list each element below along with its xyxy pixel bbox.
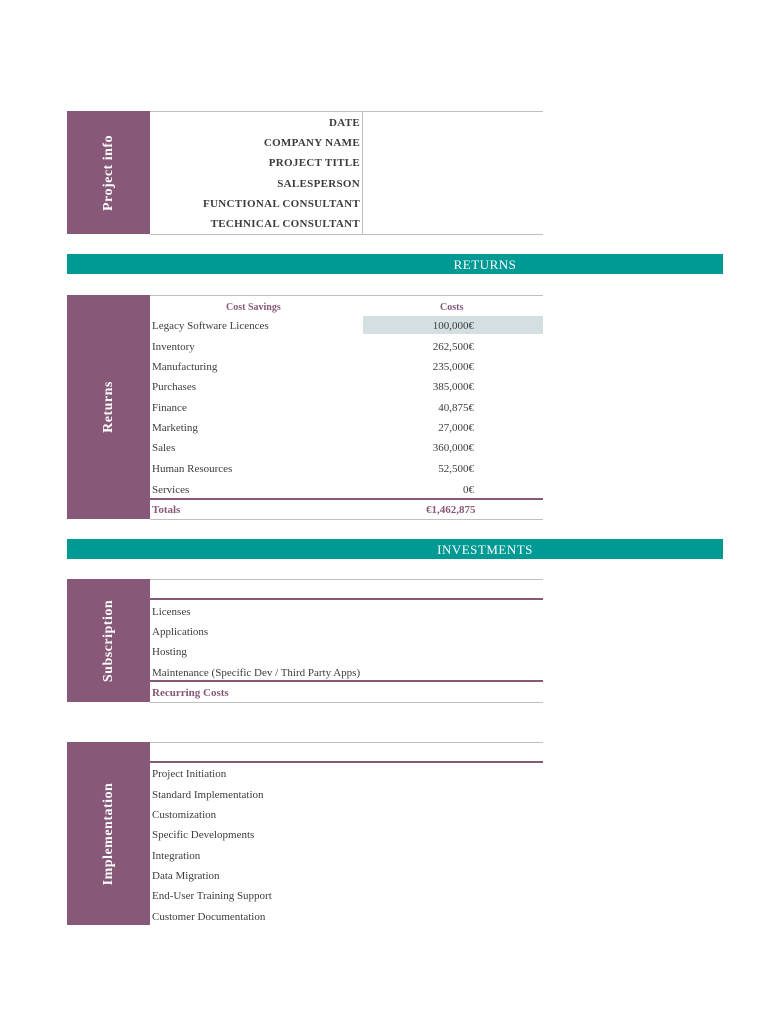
subscription-bottom-border — [150, 702, 543, 703]
field-date-value[interactable] — [364, 114, 542, 133]
field-functional-consultant-value[interactable] — [364, 195, 542, 214]
field-technical-consultant-label: TECHNICAL CONSULTANT — [210, 218, 360, 230]
implementation-row-label: Integration — [152, 850, 201, 862]
returns-band-label: RETURNS — [453, 257, 517, 272]
returns-row-label: Legacy Software Licences — [152, 320, 269, 332]
returns-row-value[interactable]: 360,000€ — [432, 442, 474, 454]
implementation-title: Implementation — [100, 782, 116, 885]
returns-row-label: Manufacturing — [152, 361, 218, 373]
returns-row-label: Human Resources — [152, 463, 233, 475]
subscription-top-border — [150, 579, 543, 580]
field-salesperson-label: SALESPERSON — [277, 178, 360, 190]
returns-row-value[interactable]: 262,500€ — [432, 341, 474, 353]
subscription-header-divider — [150, 598, 543, 600]
returns-totals-value: €1,462,875 — [426, 504, 476, 516]
investments-band — [67, 539, 723, 559]
investments-band-label: INVESTMENTS — [437, 542, 533, 557]
implementation-top-border — [150, 742, 543, 743]
subscription-total-label: Recurring Costs — [152, 687, 229, 699]
returns-col-costs: Costs — [440, 302, 464, 313]
returns-row-value[interactable]: 27,000€ — [438, 422, 474, 434]
field-project-title-value[interactable] — [364, 154, 542, 173]
field-company-name-value[interactable] — [364, 134, 542, 153]
returns-bottom-border — [150, 519, 543, 520]
returns-title: Returns — [100, 381, 116, 433]
returns-totals-divider — [150, 498, 543, 500]
returns-row-label: Inventory — [152, 341, 195, 353]
returns-row-label: Sales — [152, 442, 176, 454]
field-project-title-label: PROJECT TITLE — [268, 157, 360, 169]
returns-row-label: Marketing — [152, 422, 198, 434]
project-info-divider — [362, 111, 363, 234]
implementation-row-label: End-User Training Support — [152, 890, 272, 902]
project-info-bottom-border — [150, 234, 543, 235]
project-info-title: Project info — [100, 134, 116, 211]
returns-row-value[interactable]: 52,500€ — [438, 463, 474, 475]
returns-row-label: Finance — [152, 402, 187, 414]
returns-row-value[interactable]: 0€ — [463, 484, 474, 496]
returns-col-cost-savings: Cost Savings — [226, 302, 281, 313]
returns-band — [67, 254, 723, 274]
subscription-side-label — [67, 579, 150, 702]
returns-totals-label: Totals — [152, 504, 181, 516]
returns-row-value[interactable]: 40,875€ — [438, 402, 474, 414]
subscription-row-label: Maintenance (Specific Dev / Third Party Apps) — [152, 667, 361, 679]
implementation-header-divider — [150, 761, 543, 763]
implementation-side-label — [67, 742, 150, 925]
implementation-row-label: Data Migration — [152, 870, 220, 882]
implementation-row-label: Customer Documentation — [152, 911, 266, 923]
returns-row-value[interactable]: 100,000€ — [432, 320, 474, 332]
project-info-side-label — [67, 111, 150, 234]
field-date-label: DATE — [329, 117, 360, 129]
field-functional-consultant-label: FUNCTIONAL CONSULTANT — [203, 198, 360, 210]
returns-row-value[interactable]: 235,000€ — [432, 361, 474, 373]
field-company-name-label: COMPANY NAME — [263, 137, 360, 149]
field-salesperson-value[interactable] — [364, 175, 542, 194]
implementation-row-label: Customization — [152, 809, 217, 821]
implementation-row-label: Specific Developments — [152, 829, 255, 841]
implementation-row-label: Standard Implementation — [152, 789, 264, 801]
returns-row-label: Purchases — [152, 381, 196, 393]
subscription-title: Subscription — [100, 599, 116, 682]
subscription-row-label: Hosting — [152, 646, 187, 658]
field-technical-consultant-value[interactable] — [364, 215, 542, 234]
returns-side-label — [67, 295, 150, 519]
subscription-total-divider — [150, 680, 543, 682]
subscription-row-label: Applications — [152, 626, 209, 638]
returns-row-label: Services — [152, 484, 190, 496]
returns-row-value[interactable]: 385,000€ — [432, 381, 474, 393]
project-info-top-border — [150, 111, 543, 112]
implementation-row-label: Project Initiation — [152, 768, 227, 780]
returns-top-border — [150, 295, 543, 296]
subscription-row-label: Licenses — [152, 606, 191, 618]
